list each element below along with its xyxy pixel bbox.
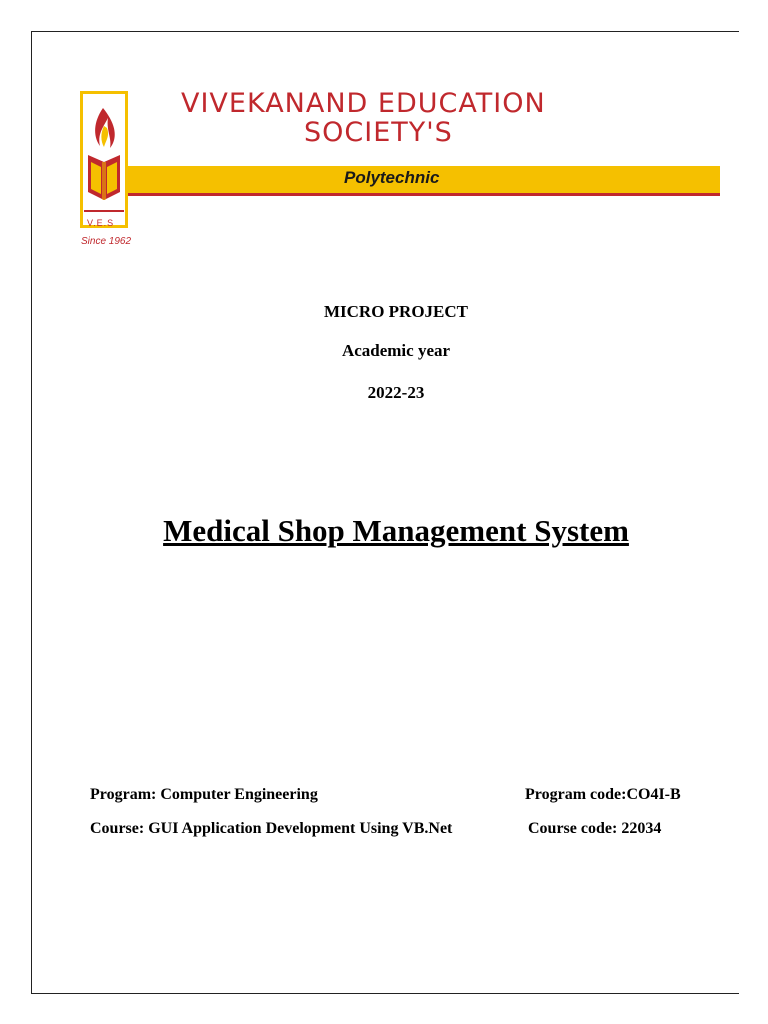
program-name: Program: Computer Engineering — [90, 786, 318, 803]
logo-initials: V.E.S — [87, 218, 115, 228]
institute-type: Polytechnic — [344, 168, 440, 187]
org-name-line2: SOCIETY'S — [304, 117, 453, 148]
academic-year-label: Academic year — [341, 341, 451, 360]
org-name-line1: VIVEKANAND EDUCATION — [181, 88, 546, 119]
academic-year-value: 2022-23 — [367, 383, 425, 402]
micro-project-label: MICRO PROJECT — [323, 302, 469, 321]
project-title: Medical Shop Management System — [163, 513, 629, 548]
header-banner — [0, 0, 768, 270]
course-code: Course code: 22034 — [528, 820, 662, 837]
course-name: Course: GUI Application Development Using VB.Net — [90, 820, 453, 837]
since-text: Since 1962 — [81, 236, 132, 247]
red-underline — [128, 193, 720, 196]
program-code: Program code:CO4I-B — [525, 786, 681, 803]
